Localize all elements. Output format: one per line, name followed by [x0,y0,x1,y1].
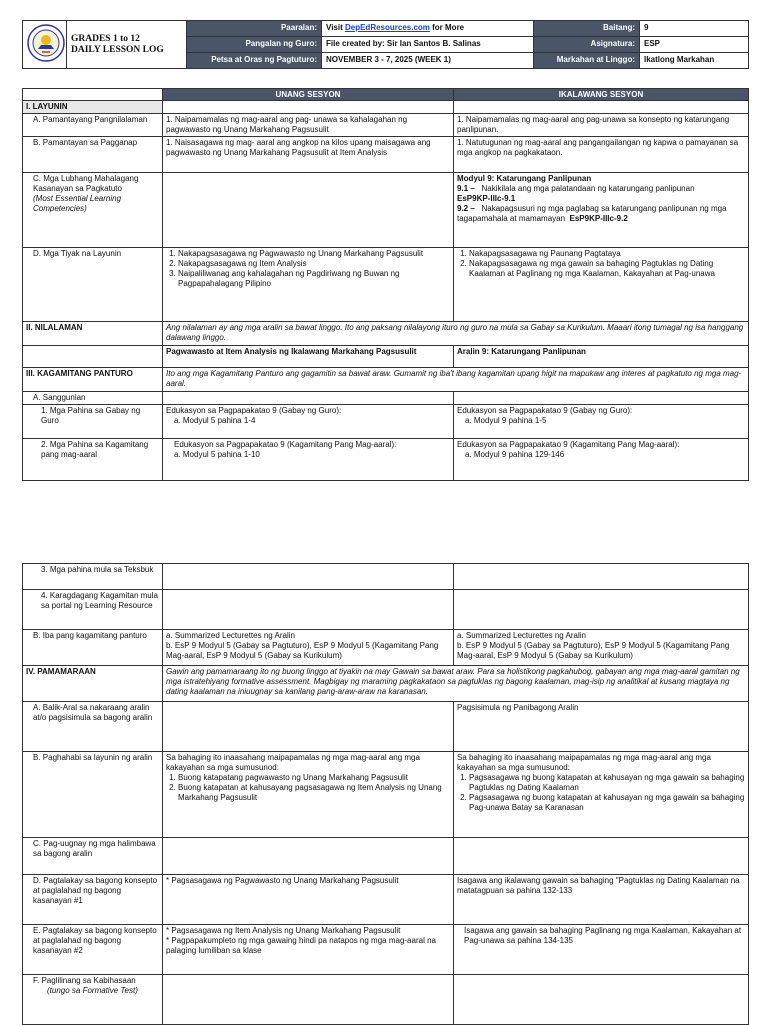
logo-cell [23,21,67,69]
pagtalakay1-s1: * Pagsasagawa ng Pagwawasto ng Unang Markahang Pagsusulit [163,875,454,925]
tiyak-s1-item: 1. Nakapagsasagawa ng Pagwawasto ng Unang Markahang Pagsusulit [178,249,450,259]
gabay-guro-s2 [454,405,749,439]
modyul9-title: Modyul 9: Katarungang Panlipunan [457,174,592,183]
row-label-pagtalakay2: E. Pagtalakay sa bagong konsepto at paglalahad ng bagong kasanayan #2 [23,925,163,975]
pamantayan-pagganap-s1: 1. Naisasagawa ng mag- aaral ang angkop na kilos upang maisagawa ang pagwawasto ng Unang Markahang Pagsusulit at Item Analysis [163,137,454,173]
paaralan-link[interactable]: DepEdResources.com [344,23,430,32]
deped-seal-icon [27,24,65,62]
gabay-guro-s2-line2: a. Modyul 9 pahina 1-5 [465,416,547,425]
tiyak-na-layunin-s2 [454,248,749,322]
paghahabi-s1-item: 1. Buong katapatang pagwawasto ng Unang Markahang Pagsusulit [178,773,450,783]
paghahabi-s2 [454,752,749,838]
gabay-guro-s1 [163,405,454,439]
paghahabi-s1-intro: Sa bahaging ito inaasahang maipapamalas ng mga mag-aaral ang mga kakayahan sa mga sumusunod: [166,753,420,772]
paghahabi-s1 [163,752,454,838]
row-label-teksbuk: 3. Mga pahina mula sa Teksbuk [23,564,163,590]
pagtalakay1-s2: Isagawa ang ikalawang gawain sa bahaging "Pagtuklas ng Dating Kaalaman na matatagpuan sa pahina 132-133 [454,875,749,925]
balik-aral-s2: Pagsisimula ng Panibagong Aralin [454,702,749,752]
petsa-value: NOVEMBER 3 - 7, 2025 (WEEK 1) [322,53,534,69]
sanggunian-label: A. Sanggunian [23,392,163,405]
row-label-pamantayang-pangnilalaman: A. Pamantayang Pangnilalaman [23,114,163,137]
row-label-lubhang-mahalagang [23,173,163,248]
pamantayan-pagganap-s2: 1. Natutugunan ng mag-aaral ang pangangailangan ng kapwa o pamayanan sa mga angkop na pagkakataon. [454,137,749,173]
title-cell [67,21,187,69]
baitang-label: Baitang: [534,21,640,37]
competency-code-9-1: EsP9KP-IIIc-9.1 [457,194,516,203]
lubhang-label-1: C. Mga Lubhang Mahalagang [33,174,139,183]
section-kagamitan: III. KAGAMITANG PANTURO [23,368,163,392]
row-label-gabay-guro: 1. Mga Pahina sa Gabay ng Guro [23,405,163,439]
baitang-value: 9 [640,21,749,37]
pamantayang-pangnilalaman-s1: 1. Naipamamalas ng mag-aaral ang pag- unawa sa kahalagahan ng pagwawasto ng Unang Markahang Pagsusulit [163,114,454,137]
header-table [22,20,749,69]
lubhang-label-italic: (Most Essential Learning Competencies) [33,194,122,213]
colhead-blank [23,89,163,101]
gabay-guro-s1-line1: Edukasyon sa Pagpapakatao 9 (Gabay ng Guro): [166,406,342,415]
kagamitang-s1-line1: Edukasyon sa Pagpapakatao 9 (Kagamitang Pang Mag-aaral): [174,440,397,449]
section-layunin-s1 [163,101,454,114]
section-pamamaraan: IV. PAMAMARAAN [23,666,163,702]
iba-pang-kagamitan-s1 [163,630,454,666]
iba-pang-kagamitan-s2 [454,630,749,666]
row-label-balik-aral: A. Balik-Aral sa nakaraang aralin at/o pagsisimula sa bagong aralin [23,702,163,752]
petsa-label: Petsa at Oras ng Pagtuturo: [187,53,322,69]
kagamitang-s1-line2: a. Modyul 5 pahina 1-10 [174,450,260,459]
lesson-table-page2 [22,563,749,1025]
tiyak-s2-item: 1. Nakapagsasagawa ng Paunang Pagtataya [469,249,745,259]
tiyak-s1-item: 2. Nakapagsasagawa ng Item Analysis [178,259,450,269]
nilalaman-s2: Aralin 9: Katarungang Panlipunan [454,346,749,368]
pag-uugnay-s1 [163,838,454,875]
nilalaman-desc: Ang nilalaman ay ang mga aralin sa bawat linggo. Ito ang paksang nilalayong ituro ng guro na mula sa Gabay sa Kurikulum. Maaari itong tumagal ng isa hanggang dalawang linggo. [163,322,749,346]
markahan-label: Markahan at Linggo: [534,53,640,69]
row-label-pamantayan-pagganap: B. Pamantayan sa Pagganap [23,137,163,173]
row-label-pag-uugnay: C. Pag-uugnay ng mga halimbawa sa bagong aralin [23,838,163,875]
paghahabi-s2-item: 2. Pagsasagawa ng buong katapatan at kahusayan ng mga gawain sa bahaging Pag-unawa Batay sa Karanasan [469,793,745,813]
row-label-paglinang [23,975,163,1025]
sanggunian-s2 [454,392,749,405]
lubhang-mahalagang-s2 [454,173,749,248]
gabay-guro-s1-line2: a. Modyul 5 pahina 1-4 [174,416,256,425]
lesson-table-page1 [22,88,749,481]
tiyak-na-layunin-s1 [163,248,454,322]
paaralan-prefix: Visit [326,23,345,32]
row-label-paghahabi: B. Paghahabi sa layunin ng aralin [23,752,163,838]
iba-s2-line2: b. EsP 9 Modyul 5 (Gabay sa Pagtuturo), EsP 9 Modyul 5 (Kagamitang Pang Mag-aaral, EsP 9 Modyul 5 (Gabay sa Kurikulum) [457,641,730,660]
pamantayang-pangnilalaman-s2: 1. Naipamamalas ng mag-aaral ang pag-unawa sa konsepto ng katarungang panlipunan. [454,114,749,137]
pagtalakay2-s2: Isagawa ang gawain sa bahaging Paglinang ng mga Kaalaman, Kakayahan at Pag-unawa sa pahina 134-135 [454,925,749,975]
iba-s2-line1: a. Summarized Lecturettes ng Aralin [457,631,586,640]
kagamitang-mag-aaral-s1 [163,439,454,481]
section-nilalaman: II. NILALAMAN [23,322,163,346]
pag-uugnay-s2 [454,838,749,875]
paglinang-label: F. Paglilinang sa Kabihasaan [33,976,136,985]
row-label-kagamitang-mag-aaral: 2. Mga Pahina sa Kagamitang pang mag-aaral [23,439,163,481]
competency-9-2: 9.2 – Nakapagsusuri ng mga paglabag sa katarungang panlipunan ng mga tagapamahala at mamamayan EsP9KP-IIIc-9.2 [457,204,727,223]
iba-s1-line2: b. EsP 9 Modyul 5 (Gabay sa Pagtuturo), EsP 9 Modyul 5 (Kagamitang Pang Mag-aaral, EsP 9 Modyul 5 (Gabay sa Kurikulum) [166,641,439,660]
paaralan-suffix: for More [429,23,465,32]
tiyak-s2-item: 2. Nakapagsasagawa ng mga gawain sa bahaging Pagtuklas ng Dating Kaalaman at Paglinang ng mga Kaalaman, Kakayahan at Pag-unawa [469,259,745,279]
kagamitang-s2-line1: Edukasyon sa Pagpapakatao 9 (Kagamitang Pang Mag-aaral): [457,440,680,449]
paglinang-s1 [163,975,454,1025]
colhead-unang: UNANG SESYON [163,89,454,101]
teksbuk-s2 [454,564,749,590]
pagtalakay2-s1 [163,925,454,975]
kagamitang-s2-line2: a. Modyul 9 pahina 129-146 [465,450,565,459]
guro-label: Pangalan ng Guro: [187,37,322,53]
nilalaman-blank [23,346,163,368]
title-line1: GRADES 1 to 12 [71,33,140,44]
pagtalakay2-s1-line2: * Pagpapakumpleto ng mga gawaing hindi pa natapos ng mga mag-aaral na palaging lumiliban sa klase [166,936,436,955]
pagtalakay2-s1-line1: * Pagsasagawa ng Item Analysis ng Unang Markahang Pagsusulit [166,926,401,935]
kagamitang-mag-aaral-s2 [454,439,749,481]
pamamaraan-desc: Gawin ang pamamaraang ito ng buong linggo at tiyakin na may Gawain sa bawat araw. Para sa holistikong pagkahubog, gabayan ang mga mag-aaral gamitan ng mga istratehiyang formative assessment. Magbigay ng maraming pagkakataon sa pagtuklas ng bagong kaalaman, mag-isip ng analitikal at kusang magtaya ng dating kaalaman na iniuugnay sa kanilang pang-araw-araw na karanasan. [163,666,749,702]
row-label-tiyak-na-layunin: D. Mga Tiyak na Layunin [23,248,163,322]
lubhang-label-2: Kasanayan sa Pagkatuto [33,184,122,193]
paaralan-label: Paaralan: [187,21,322,37]
teksbuk-s1 [163,564,454,590]
paghahabi-s2-intro: Sa bahaging ito inaasahang maipapamalas ng mga mag-aaral ang mga kakayahan sa mga sumusunod: [457,753,711,772]
tiyak-s1-item: 3. Naipaliliwanag ang kahalagahan ng Pagdiriwang ng Buwan ng Pagpapahalagang Pilipino [178,269,450,289]
section-layunin-s2 [454,101,749,114]
row-label-karagdagang: 4. Karagdagang Kagamitan mula sa portal ng Learning Resource [23,590,163,630]
kagamitan-desc: Ito ang mga Kagamitang Panturo ang gagamitin sa bawat araw. Gumamit ng iba't ibang kagamitan upang higit na mapukaw ang interes at pagkatuto ng mga mag-aaral. [163,368,749,392]
asignatura-value: ESP [640,37,749,53]
sanggunian-s1 [163,392,454,405]
paaralan-value [322,21,534,37]
paghahabi-s1-item: 2. Buong katapatan at kahusayang pagsasagawa ng Item Analysis ng Unang Markahang Pagsusulit [178,783,450,803]
paghahabi-s2-item: 1. Pagsasagawa ng buong katapatan at kahusayan ng mga gawain sa bahaging Pagtuklas ng Dating Kaalaman [469,773,745,793]
row-label-iba-pang-kagamitan: B. Iba pang kagamitang panturo [23,630,163,666]
markahan-value: Ikatlong Markahan [640,53,749,69]
gabay-guro-s2-line1: Edukasyon sa Pagpapakatao 9 (Gabay ng Guro): [457,406,633,415]
karagdagang-s1 [163,590,454,630]
row-label-pagtalakay1: D. Pagtalakay sa bagong konsepto at paglalahad ng bagong kasanayan #1 [23,875,163,925]
section-layunin: I. LAYUNIN [23,101,163,114]
balik-aral-s1 [163,702,454,752]
asignatura-label: Asignatura: [534,37,640,53]
paglinang-s2 [454,975,749,1025]
guro-value: File created by: Sir Ian Santos B. Salinas [322,37,534,53]
title-line2: DAILY LESSON LOG [71,44,164,55]
competency-9-1: 9.1 – Nakikilala ang mga palatandaan ng katarungang panlipunan [457,184,695,193]
iba-s1-line1: a. Summarized Lecturettes ng Aralin [166,631,295,640]
nilalaman-s1: Pagwawasto at Item Analysis ng Ikalawang Markahang Pagsusulit [163,346,454,368]
karagdagang-s2 [454,590,749,630]
colhead-ikalawang: IKALAWANG SESYON [454,89,749,101]
lubhang-mahalagang-s1 [163,173,454,248]
paglinang-label-italic: (tungo sa Formative Test) [47,986,138,995]
